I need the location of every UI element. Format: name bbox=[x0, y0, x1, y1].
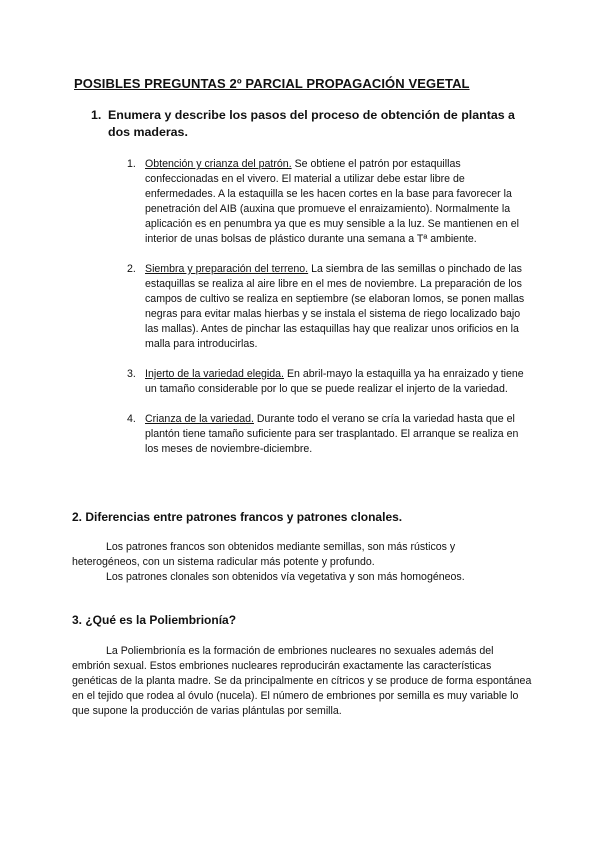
step-heading: Obtención y crianza del patrón. bbox=[145, 158, 292, 170]
question-1-number: 1. bbox=[91, 108, 102, 122]
step-text: La siembra de las semillas o pinchado de las estaquillas se realiza al aire libre en el mes de noviembre. La preparación de los campos de cultivo se realiza en septiembre (se elaboran lomos, se ponen mallas negras para evitar malas hierbas y se instala el sistema de riego localizado bajo las mallas). Antes de pinchar las estaquillas hay que realizar unos orificios en la malla para introducirlas. bbox=[145, 263, 525, 350]
question-1 bbox=[91, 107, 521, 141]
list-item bbox=[127, 157, 527, 247]
question-3-paragraph: La Poliembrionía es la formación de embriones nucleares no sexuales además del embrión sexual. Estos embriones nucleares reproducirán exactamente las características genéticas de la planta madre. Se da principalmente en cítricos y se produce de forma espontánea en el tejido que rodea al óvulo (nucela). El número de embriones por semilla es muy variable lo que supone la producción de varias plántulas por semilla. bbox=[72, 645, 532, 717]
list-item bbox=[127, 262, 527, 352]
step-number: 2. bbox=[127, 263, 136, 275]
step-number: 1. bbox=[127, 158, 136, 170]
step-number: 4. bbox=[127, 413, 136, 425]
question-1-line-2: dos maderas. bbox=[108, 125, 188, 139]
step-heading: Siembra y preparación del terreno. bbox=[145, 263, 309, 275]
question-1-line-1: Enumera y describe los pasos del proceso de obtención de plantas a bbox=[108, 108, 515, 122]
page-title: POSIBLES PREGUNTAS 2º PARCIAL PROPAGACIÓN VEGETAL bbox=[74, 76, 470, 91]
step-text: Se obtiene el patrón por estaquillas confeccionadas en el vivero. El material a utilizar debe estar libre de enfermedades. A la estaquilla se les hacen cortes en la base para favorecer la penetración del AIB (auxina que promueve el enraizamiento). Normalmente la aplicación es en penumbra ya que es muy sensible a la luz. Se mantienen en el interior de unas bolsas de plástico durante una semana a Tª ambiente. bbox=[145, 158, 519, 245]
step-number: 3. bbox=[127, 368, 136, 380]
question-2-heading: 2. Diferencias entre patrones francos y patrones clonales. bbox=[72, 510, 403, 524]
question-3-heading: 3. ¿Qué es la Poliembrionía? bbox=[72, 613, 237, 627]
step-text: Durante todo el verano se cría la variedad hasta que el plantón tiene tamaño suficiente para ser trasplantado. El arranque se realiza en los meses de noviembre-diciembre. bbox=[145, 413, 519, 455]
question-2-paragraph-2: Los patrones clonales son obtenidos vía vegetativa y son más homogéneos. bbox=[106, 571, 465, 583]
steps-list bbox=[127, 157, 527, 472]
question-2-paragraph-1: Los patrones francos son obtenidos mediante semillas, son más rústicos y heterogéneos, con un sistema radicular más potente y profundo. bbox=[72, 541, 456, 568]
step-heading: Injerto de la variedad elegida. bbox=[145, 368, 284, 380]
question-1-text bbox=[91, 107, 521, 141]
step-text: En abril-mayo la estaquilla ya ha enraizado y tiene un tamaño considerable por lo que se puede realizar el injerto de la variedad. bbox=[145, 368, 524, 395]
list-item bbox=[127, 412, 527, 457]
step-heading: Crianza de la variedad. bbox=[145, 413, 254, 425]
list-item bbox=[127, 367, 527, 397]
